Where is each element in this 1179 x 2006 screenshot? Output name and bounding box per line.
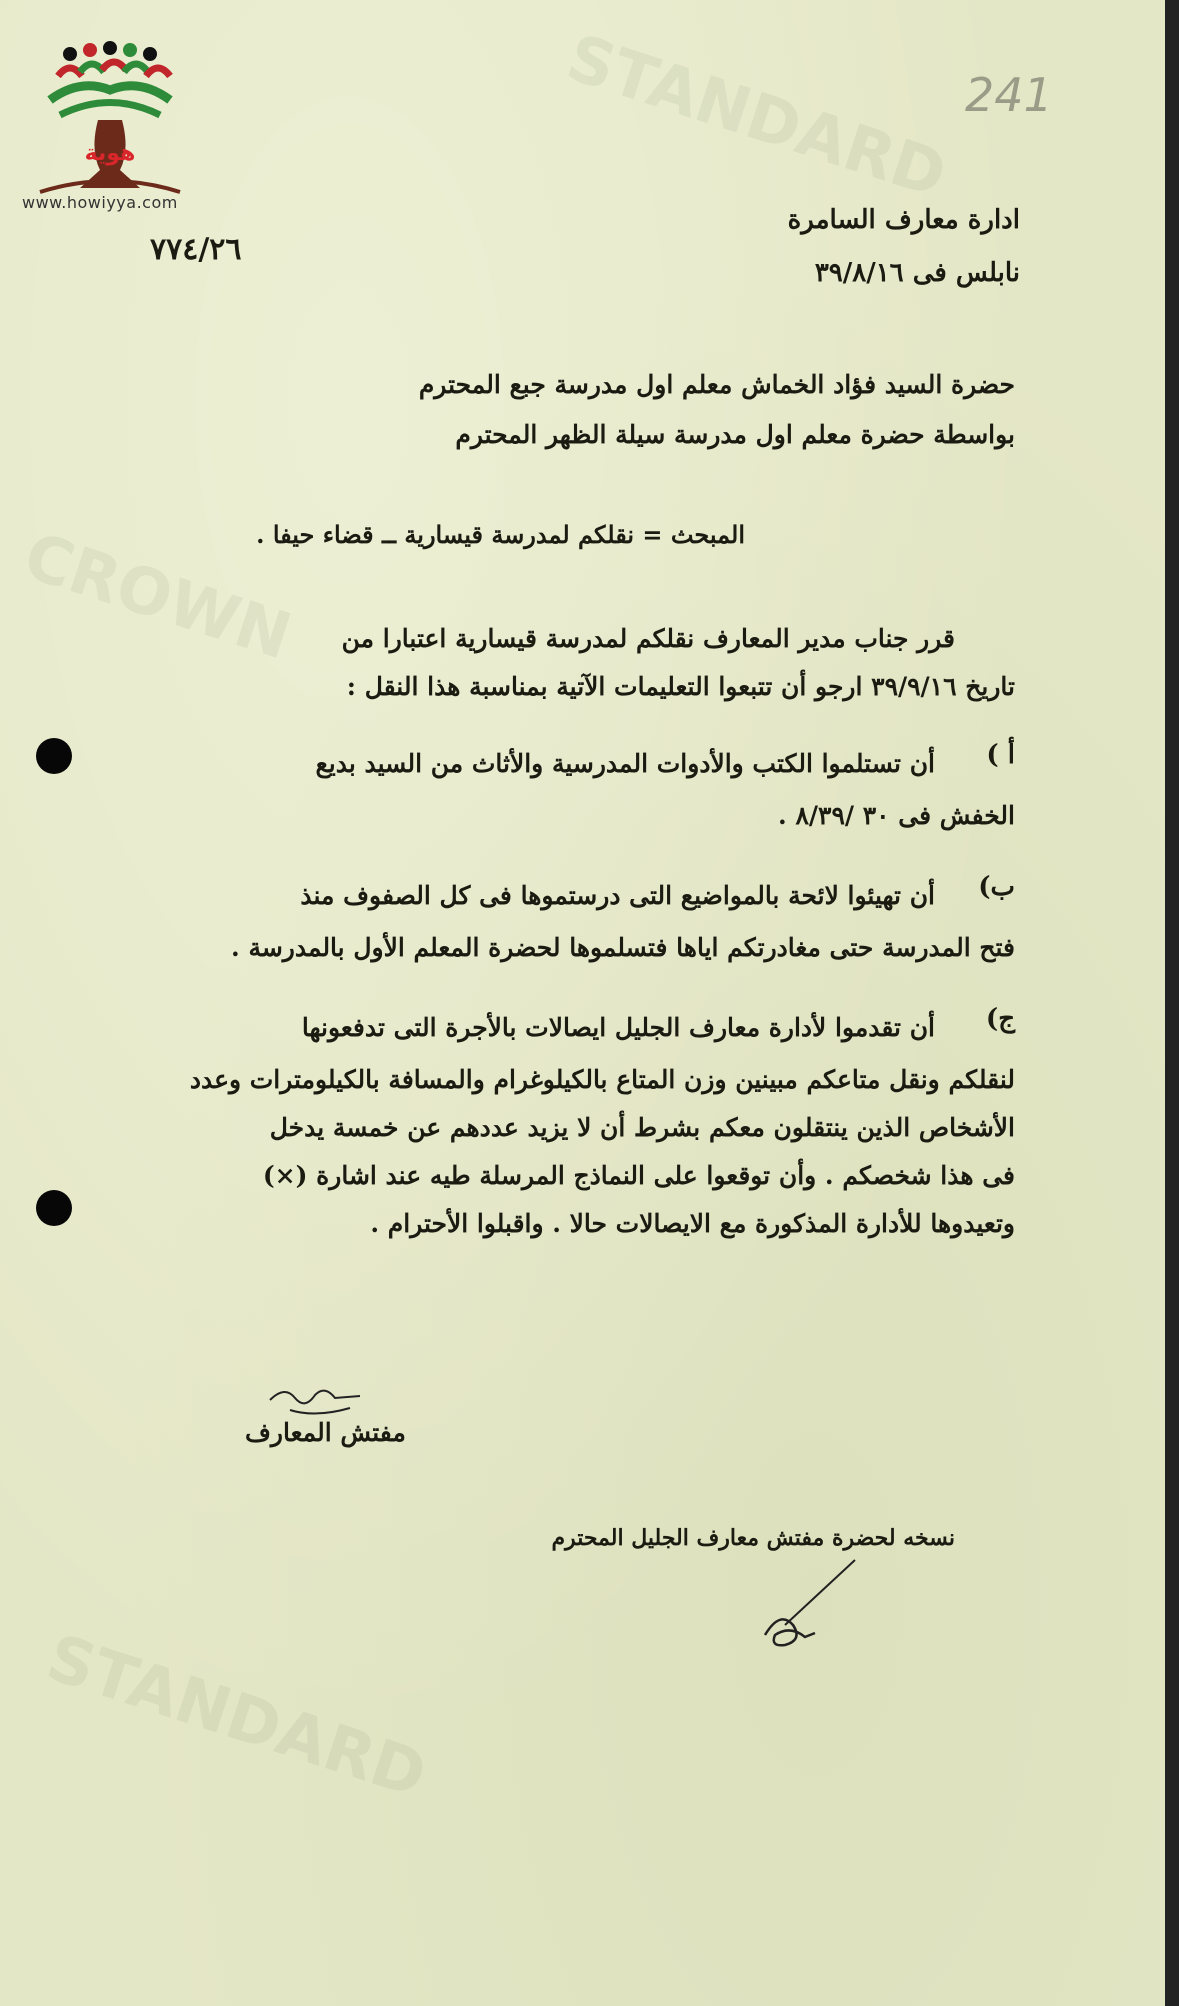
signature-title: مفتش المعارف — [245, 1418, 406, 1447]
item-b-continuation — [100, 924, 1015, 972]
watermark: STANDARD — [38, 1621, 435, 1813]
item-b-mark: ب) — [978, 872, 1015, 902]
place-date: نابلس فى ٣٩/٨/١٦ — [814, 258, 1020, 288]
family-figures-icon — [50, 41, 170, 115]
addressee-line: حضرة السيد فؤاد الخماش معلم اول مدرسة جبع المحترم — [418, 370, 1015, 399]
punch-hole — [36, 1190, 72, 1226]
paragraph-line: أن تقدموا لأدارة معارف الجليل ايصالات بالأجرة التى تدفعونها — [301, 1013, 935, 1042]
item-b-paragraph — [100, 872, 935, 920]
paragraph-line: فتح المدرسة حتى مغادرتكم اياها فتسلموها لحضرة المعلم الأول بالمدرسة . — [231, 933, 1015, 962]
paragraph-line: أن تستلموا الكتب والأدوات المدرسية والأثاث من السيد بديع — [315, 749, 935, 778]
paragraph-line: وتعيدوها للأدارة المذكورة مع الايصالات حالا . واقبلوا الأحترام . — [370, 1209, 1015, 1238]
item-c-mark: ج) — [985, 1004, 1015, 1034]
paragraph-line: قرر جناب مدير المعارف نقلكم لمدرسة قيسارية اعتبارا من — [341, 624, 955, 653]
scan-edge — [1165, 0, 1179, 2006]
paragraph-line: فى هذا شخصكم . وأن توقعوا على النماذج المرسلة طيه عند اشارة (×) — [262, 1161, 1015, 1190]
addressee-block — [419, 360, 1015, 460]
paragraph-line: الأشخاص الذين ينتقلون معكم بشرط أن لا يزيد عددهم عن خمسة يدخل — [269, 1113, 1015, 1142]
howiyya-logo — [20, 20, 200, 220]
addressee-line: بواسطة حضرة معلم اول مدرسة سيلة الظهر المحترم — [455, 420, 1015, 449]
logo-emblem-text: هوية — [84, 141, 136, 166]
reference-number: ٧٧٤/٢٦ — [150, 232, 242, 267]
paragraph-line: لنقلكم ونقل متاعكم مبينين وزن المتاع بالكيلوغرام والمسافة بالكيلومترات وعدد — [189, 1065, 1015, 1094]
punch-hole — [36, 738, 72, 774]
item-a-mark: أ ) — [986, 740, 1015, 770]
intro-paragraph — [100, 615, 1015, 711]
paragraph-line: الخفش فى ٣٠ /٨/٣٩ . — [778, 801, 1015, 830]
folio-number: 241 — [965, 68, 1053, 122]
sender-department: ادارة معارف السامرة — [787, 205, 1020, 235]
watermark: STANDARD — [558, 21, 955, 213]
initials-signature — [745, 1555, 865, 1655]
item-a-paragraph — [100, 740, 935, 788]
watermark: CROWN — [15, 519, 300, 675]
paragraph-line: تاريخ ٣٩/٩/١٦ ارجو أن تتبعوا التعليمات الآتية بمناسبة هذا النقل : — [346, 672, 1015, 701]
logo-url: www.howiyya.com — [22, 193, 178, 212]
copy-note: نسخه لحضرة مفتش معارف الجليل المحترم — [551, 1525, 955, 1551]
item-c-paragraph — [100, 1004, 935, 1052]
item-c-continuation — [100, 1056, 1015, 1248]
paragraph-line: أن تهيئوا لائحة بالمواضيع التى درستموها فى كل الصفوف منذ — [300, 881, 935, 910]
item-a-continuation — [100, 792, 1015, 840]
subject-line: المبحث = نقلكم لمدرسة قيسارية ــ قضاء حيفا . — [256, 520, 745, 549]
